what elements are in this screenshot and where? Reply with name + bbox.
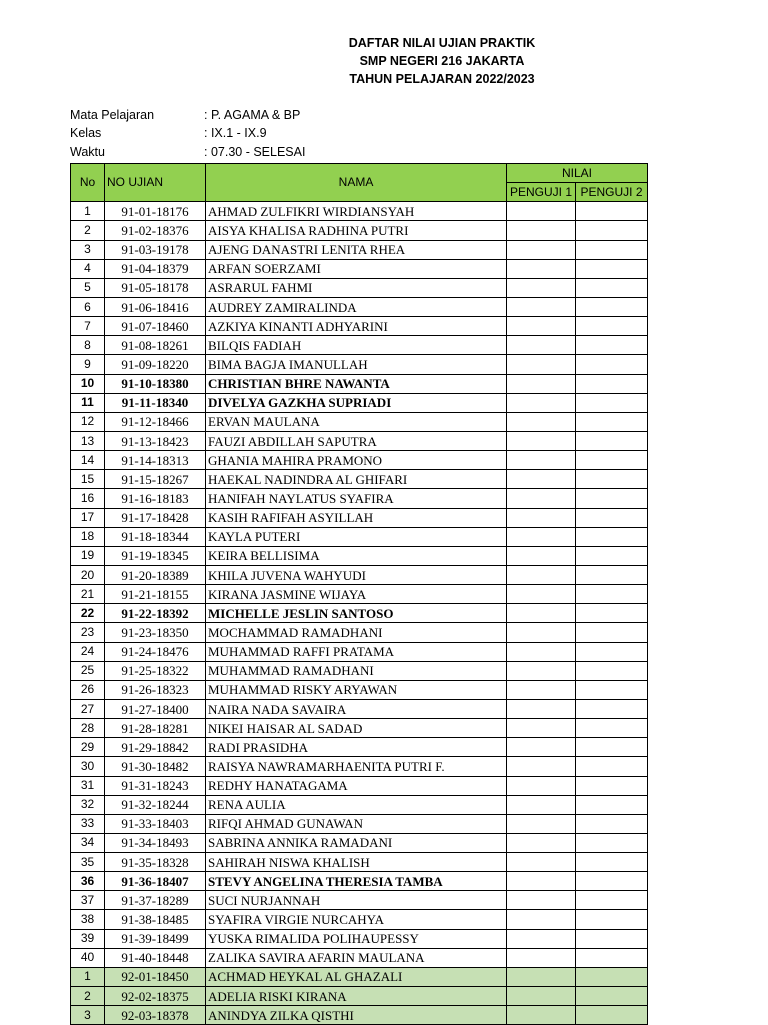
student-name: CHRISTIAN BHRE NAWANTA <box>206 374 507 393</box>
exam-number: 92-03-18378 <box>105 1006 206 1025</box>
row-number: 28 <box>71 719 105 738</box>
row-number: 2 <box>71 987 105 1006</box>
student-name: NAIRA NADA SAVAIRA <box>206 699 507 718</box>
row-number: 40 <box>71 948 105 967</box>
row-number: 25 <box>71 661 105 680</box>
score-examiner-2 <box>576 699 648 718</box>
score-examiner-2 <box>576 393 648 412</box>
exam-number: 91-03-19178 <box>105 240 206 259</box>
score-examiner-1 <box>507 393 576 412</box>
score-examiner-1 <box>507 833 576 852</box>
table-row <box>71 393 648 412</box>
score-examiner-2 <box>576 355 648 374</box>
student-name: MUHAMMAD RISKY ARYAWAN <box>206 680 507 699</box>
table-row <box>71 623 648 642</box>
table-row <box>71 317 648 336</box>
exam-number: 91-17-18428 <box>105 508 206 527</box>
row-number: 22 <box>71 604 105 623</box>
student-name: SABRINA ANNIKA RAMADANI <box>206 833 507 852</box>
table-row <box>71 202 648 221</box>
table-row <box>71 699 648 718</box>
exam-number: 91-32-18244 <box>105 795 206 814</box>
score-examiner-2 <box>576 795 648 814</box>
table-row <box>71 967 648 986</box>
row-number: 24 <box>71 642 105 661</box>
score-examiner-2 <box>576 661 648 680</box>
table-row <box>71 680 648 699</box>
row-number: 18 <box>71 527 105 546</box>
score-examiner-2 <box>576 776 648 795</box>
document-title-line-3: TAHUN PELAJARAN 2022/2023 <box>349 72 535 86</box>
time-label: Waktu <box>70 145 105 159</box>
student-name: KHILA JUVENA WAHYUDI <box>206 565 507 584</box>
row-number: 35 <box>71 853 105 872</box>
student-name: AZKIYA KINANTI ADHYARINI <box>206 317 507 336</box>
score-examiner-2 <box>576 719 648 738</box>
exam-number: 91-21-18155 <box>105 585 206 604</box>
row-number: 29 <box>71 738 105 757</box>
row-number: 1 <box>71 967 105 986</box>
student-name: DIVELYA GAZKHA SUPRIADI <box>206 393 507 412</box>
exam-number: 91-06-18416 <box>105 297 206 316</box>
score-examiner-1 <box>507 374 576 393</box>
score-examiner-2 <box>576 508 648 527</box>
score-examiner-2 <box>576 527 648 546</box>
student-name: KIRANA JASMINE WIJAYA <box>206 585 507 604</box>
class-label: Kelas <box>70 126 102 140</box>
row-number: 6 <box>71 297 105 316</box>
score-examiner-1 <box>507 929 576 948</box>
score-examiner-2 <box>576 948 648 967</box>
student-name: KASIH RAFIFAH ASYILLAH <box>206 508 507 527</box>
student-name: AUDREY ZAMIRALINDA <box>206 297 507 316</box>
exam-number: 91-34-18493 <box>105 833 206 852</box>
score-examiner-1 <box>507 278 576 297</box>
score-examiner-1 <box>507 431 576 450</box>
row-number: 23 <box>71 623 105 642</box>
student-name: ARFAN SOERZAMI <box>206 259 507 278</box>
score-examiner-2 <box>576 833 648 852</box>
table-row <box>71 738 648 757</box>
row-number: 26 <box>71 680 105 699</box>
table-row <box>71 642 648 661</box>
score-examiner-1 <box>507 546 576 565</box>
score-examiner-1 <box>507 259 576 278</box>
row-number: 4 <box>71 259 105 278</box>
student-name: AHMAD ZULFIKRI WIRDIANSYAH <box>206 202 507 221</box>
row-number: 39 <box>71 929 105 948</box>
row-number: 30 <box>71 757 105 776</box>
row-number: 13 <box>71 431 105 450</box>
score-examiner-2 <box>576 202 648 221</box>
table-row <box>71 910 648 929</box>
score-examiner-2 <box>576 738 648 757</box>
student-name: MUHAMMAD RAMADHANI <box>206 661 507 680</box>
row-number: 14 <box>71 451 105 470</box>
score-examiner-1 <box>507 642 576 661</box>
class-value: : IX.1 - IX.9 <box>204 126 267 140</box>
table-row <box>71 240 648 259</box>
header-no: No <box>71 164 105 202</box>
row-number: 34 <box>71 833 105 852</box>
score-examiner-1 <box>507 470 576 489</box>
header-name: NAMA <box>206 164 507 202</box>
exam-number: 91-31-18243 <box>105 776 206 795</box>
score-examiner-2 <box>576 680 648 699</box>
exam-number: 91-14-18313 <box>105 451 206 470</box>
table-row <box>71 872 648 891</box>
row-number: 31 <box>71 776 105 795</box>
exam-number: 91-11-18340 <box>105 393 206 412</box>
score-examiner-2 <box>576 604 648 623</box>
document-title-line-1: DAFTAR NILAI UJIAN PRAKTIK <box>348 36 536 50</box>
table-row <box>71 489 648 508</box>
table-row <box>71 833 648 852</box>
student-name: ERVAN MAULANA <box>206 412 507 431</box>
table-body <box>71 202 648 1025</box>
score-examiner-1 <box>507 738 576 757</box>
score-examiner-2 <box>576 891 648 910</box>
score-examiner-2 <box>576 374 648 393</box>
exam-number: 91-29-18842 <box>105 738 206 757</box>
score-examiner-1 <box>507 680 576 699</box>
header-examiner-2: PENGUJI 2 <box>576 183 648 202</box>
score-examiner-2 <box>576 278 648 297</box>
score-examiner-2 <box>576 489 648 508</box>
score-examiner-1 <box>507 221 576 240</box>
score-examiner-1 <box>507 814 576 833</box>
exam-number: 91-18-18344 <box>105 527 206 546</box>
table-row <box>71 297 648 316</box>
table-row <box>71 470 648 489</box>
score-examiner-2 <box>576 642 648 661</box>
row-number: 37 <box>71 891 105 910</box>
exam-number: 91-25-18322 <box>105 661 206 680</box>
score-examiner-2 <box>576 585 648 604</box>
student-name: AJENG DANASTRI LENITA RHEA <box>206 240 507 259</box>
score-examiner-2 <box>576 470 648 489</box>
student-name: HAEKAL NADINDRA AL GHIFARI <box>206 470 507 489</box>
row-number: 7 <box>71 317 105 336</box>
score-examiner-1 <box>507 451 576 470</box>
exam-number: 91-37-18289 <box>105 891 206 910</box>
score-examiner-1 <box>507 699 576 718</box>
exam-number: 91-27-18400 <box>105 699 206 718</box>
table-row <box>71 795 648 814</box>
exam-number: 91-09-18220 <box>105 355 206 374</box>
row-number: 5 <box>71 278 105 297</box>
student-name: STEVY ANGELINA THERESIA TAMBA <box>206 872 507 891</box>
student-name: MUHAMMAD RAFFI PRATAMA <box>206 642 507 661</box>
student-name: SAHIRAH NISWA KHALISH <box>206 853 507 872</box>
score-examiner-2 <box>576 451 648 470</box>
score-examiner-2 <box>576 317 648 336</box>
score-examiner-1 <box>507 872 576 891</box>
exam-number: 91-15-18267 <box>105 470 206 489</box>
table-row <box>71 757 648 776</box>
header-examiner-1: PENGUJI 1 <box>507 183 576 202</box>
row-number: 32 <box>71 795 105 814</box>
exam-number: 91-38-18485 <box>105 910 206 929</box>
score-examiner-1 <box>507 565 576 584</box>
exam-number: 92-02-18375 <box>105 987 206 1006</box>
table-row <box>71 585 648 604</box>
score-examiner-1 <box>507 719 576 738</box>
header-exam-number: NO UJIAN <box>105 164 206 202</box>
table-row <box>71 948 648 967</box>
score-examiner-2 <box>576 623 648 642</box>
score-examiner-1 <box>507 776 576 795</box>
table-row <box>71 278 648 297</box>
score-examiner-2 <box>576 412 648 431</box>
score-examiner-1 <box>507 489 576 508</box>
row-number: 20 <box>71 565 105 584</box>
score-examiner-2 <box>576 259 648 278</box>
score-examiner-1 <box>507 508 576 527</box>
score-examiner-2 <box>576 336 648 355</box>
table-row <box>71 853 648 872</box>
row-number: 3 <box>71 1006 105 1025</box>
score-examiner-1 <box>507 202 576 221</box>
row-number: 10 <box>71 374 105 393</box>
student-name: KAYLA PUTERI <box>206 527 507 546</box>
score-examiner-1 <box>507 297 576 316</box>
row-number: 21 <box>71 585 105 604</box>
exam-number: 91-40-18448 <box>105 948 206 967</box>
exam-number: 91-20-18389 <box>105 565 206 584</box>
table-row <box>71 374 648 393</box>
exam-number: 91-39-18499 <box>105 929 206 948</box>
exam-number: 91-22-18392 <box>105 604 206 623</box>
table-row <box>71 776 648 795</box>
score-table <box>70 163 648 1025</box>
row-number: 11 <box>71 393 105 412</box>
table-row <box>71 565 648 584</box>
student-name: REDHY HANATAGAMA <box>206 776 507 795</box>
exam-number: 91-08-18261 <box>105 336 206 355</box>
score-examiner-2 <box>576 967 648 986</box>
student-name: BILQIS FADIAH <box>206 336 507 355</box>
exam-number: 91-26-18323 <box>105 680 206 699</box>
student-name: SUCI NURJANNAH <box>206 891 507 910</box>
row-number: 1 <box>71 202 105 221</box>
exam-number: 91-02-18376 <box>105 221 206 240</box>
score-examiner-2 <box>576 1006 648 1025</box>
student-name: ZALIKA SAVIRA AFARIN MAULANA <box>206 948 507 967</box>
student-name: AISYA KHALISA RADHINA PUTRI <box>206 221 507 240</box>
row-number: 9 <box>71 355 105 374</box>
table-row <box>71 259 648 278</box>
score-examiner-1 <box>507 317 576 336</box>
table-row <box>71 412 648 431</box>
table-row <box>71 431 648 450</box>
table-row <box>71 355 648 374</box>
student-name: GHANIA MAHIRA PRAMONO <box>206 451 507 470</box>
score-examiner-1 <box>507 891 576 910</box>
exam-number: 91-13-18423 <box>105 431 206 450</box>
student-name: MICHELLE JESLIN SANTOSO <box>206 604 507 623</box>
student-name: MOCHAMMAD RAMADHANI <box>206 623 507 642</box>
row-number: 27 <box>71 699 105 718</box>
score-examiner-1 <box>507 948 576 967</box>
student-name: KEIRA BELLISIMA <box>206 546 507 565</box>
table-row <box>71 336 648 355</box>
table-row <box>71 661 648 680</box>
student-name: SYAFIRA VIRGIE NURCAHYA <box>206 910 507 929</box>
student-name: RENA AULIA <box>206 795 507 814</box>
table-row <box>71 1006 648 1025</box>
exam-number: 91-01-18176 <box>105 202 206 221</box>
time-value: : 07.30 - SELESAI <box>204 145 306 159</box>
score-examiner-2 <box>576 240 648 259</box>
score-examiner-2 <box>576 910 648 929</box>
student-name: RADI PRASIDHA <box>206 738 507 757</box>
exam-number: 91-07-18460 <box>105 317 206 336</box>
exam-number: 91-35-18328 <box>105 853 206 872</box>
student-name: ANINDYA ZILKA QISTHI <box>206 1006 507 1025</box>
score-examiner-1 <box>507 336 576 355</box>
exam-number: 91-16-18183 <box>105 489 206 508</box>
score-examiner-1 <box>507 240 576 259</box>
score-examiner-1 <box>507 1006 576 1025</box>
exam-number: 91-04-18379 <box>105 259 206 278</box>
row-number: 8 <box>71 336 105 355</box>
exam-number: 91-24-18476 <box>105 642 206 661</box>
score-examiner-1 <box>507 910 576 929</box>
score-examiner-2 <box>576 853 648 872</box>
student-name: FAUZI ABDILLAH SAPUTRA <box>206 431 507 450</box>
score-examiner-2 <box>576 297 648 316</box>
table-row <box>71 987 648 1006</box>
score-examiner-1 <box>507 585 576 604</box>
table-row <box>71 221 648 240</box>
exam-number: 91-05-18178 <box>105 278 206 297</box>
row-number: 12 <box>71 412 105 431</box>
student-name: NIKEI HAISAR AL SADAD <box>206 719 507 738</box>
row-number: 15 <box>71 470 105 489</box>
student-name: HANIFAH NAYLATUS SYAFIRA <box>206 489 507 508</box>
score-examiner-2 <box>576 814 648 833</box>
table-row <box>71 719 648 738</box>
score-examiner-1 <box>507 412 576 431</box>
score-examiner-1 <box>507 604 576 623</box>
row-number: 16 <box>71 489 105 508</box>
table-row <box>71 929 648 948</box>
row-number: 17 <box>71 508 105 527</box>
score-examiner-1 <box>507 795 576 814</box>
document-title-line-2: SMP NEGERI 216 JAKARTA <box>359 54 525 68</box>
score-examiner-2 <box>576 431 648 450</box>
row-number: 36 <box>71 872 105 891</box>
exam-number: 91-23-18350 <box>105 623 206 642</box>
student-name: ASRARUL FAHMI <box>206 278 507 297</box>
score-examiner-1 <box>507 623 576 642</box>
score-examiner-1 <box>507 757 576 776</box>
row-number: 33 <box>71 814 105 833</box>
subject-label: Mata Pelajaran <box>70 108 155 122</box>
exam-number: 92-01-18450 <box>105 967 206 986</box>
table-row <box>71 814 648 833</box>
row-number: 3 <box>71 240 105 259</box>
table-row <box>71 508 648 527</box>
row-number: 2 <box>71 221 105 240</box>
student-name: RIFQI AHMAD GUNAWAN <box>206 814 507 833</box>
exam-number: 91-12-18466 <box>105 412 206 431</box>
score-examiner-2 <box>576 929 648 948</box>
table-row <box>71 527 648 546</box>
student-name: BIMA BAGJA IMANULLAH <box>206 355 507 374</box>
score-examiner-1 <box>507 987 576 1006</box>
student-name: ADELIA RISKI KIRANA <box>206 987 507 1006</box>
exam-number: 91-19-18345 <box>105 546 206 565</box>
score-examiner-2 <box>576 757 648 776</box>
score-examiner-1 <box>507 527 576 546</box>
exam-number: 91-30-18482 <box>105 757 206 776</box>
score-examiner-2 <box>576 546 648 565</box>
table-row <box>71 546 648 565</box>
exam-number: 91-36-18407 <box>105 872 206 891</box>
exam-number: 91-33-18403 <box>105 814 206 833</box>
student-name: ACHMAD HEYKAL AL GHAZALI <box>206 967 507 986</box>
exam-number: 91-10-18380 <box>105 374 206 393</box>
score-examiner-1 <box>507 355 576 374</box>
row-number: 19 <box>71 546 105 565</box>
row-number: 38 <box>71 910 105 929</box>
score-examiner-2 <box>576 872 648 891</box>
header-score: NILAI <box>507 164 648 183</box>
score-examiner-1 <box>507 967 576 986</box>
score-examiner-1 <box>507 853 576 872</box>
subject-value: : P. AGAMA & BP <box>204 108 301 122</box>
score-examiner-1 <box>507 661 576 680</box>
exam-number: 91-28-18281 <box>105 719 206 738</box>
student-name: RAISYA NAWRAMARHAENITA PUTRI F. <box>206 757 507 776</box>
score-examiner-2 <box>576 987 648 1006</box>
student-name: YUSKA RIMALIDA POLIHAUPESSY <box>206 929 507 948</box>
score-examiner-2 <box>576 221 648 240</box>
score-examiner-2 <box>576 565 648 584</box>
table-row <box>71 451 648 470</box>
table-row <box>71 604 648 623</box>
table-row <box>71 891 648 910</box>
